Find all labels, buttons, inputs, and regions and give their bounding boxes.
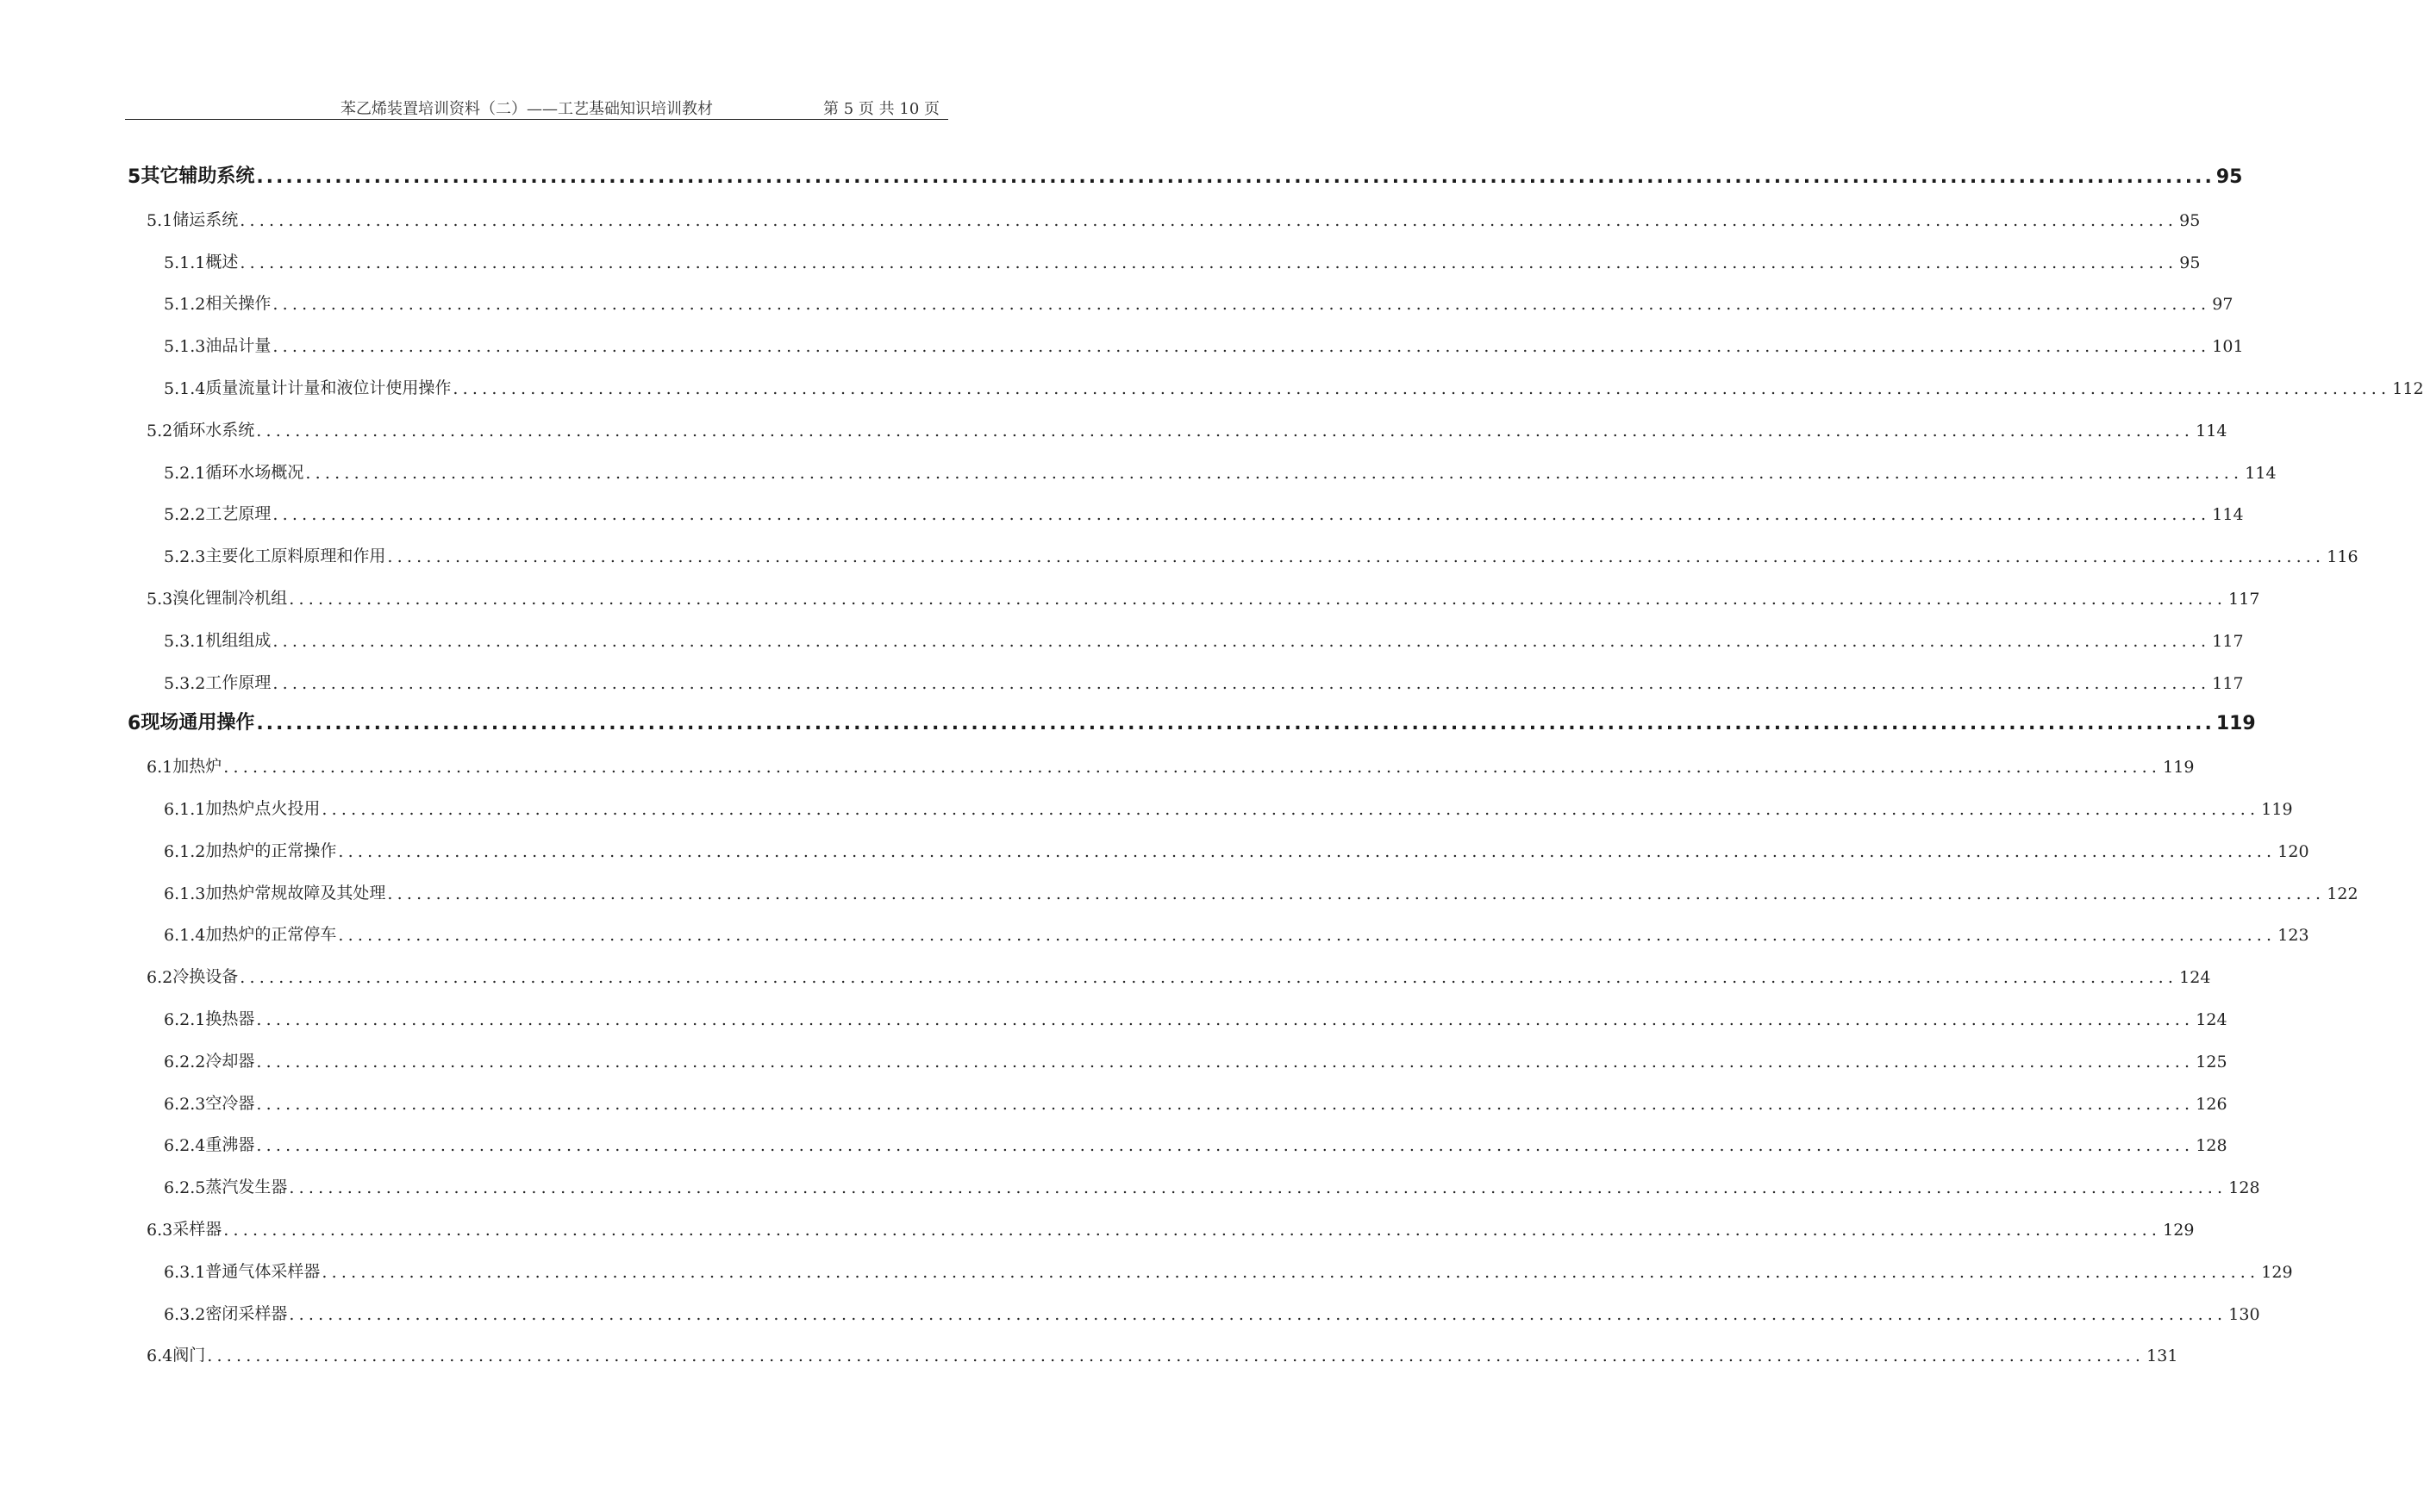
toc-entry-title: 阀门: [172, 1346, 206, 1365]
toc-entry[interactable]: [164, 238, 2201, 272]
toc-entry-leader-dots: ........................................................................................................................................................................................................: [272, 631, 2211, 651]
toc-entry-title: 主要化工原料原理和作用: [205, 547, 386, 566]
toc-entry-number: 5.2.3: [164, 547, 206, 567]
toc-entry-page-number: 124: [2179, 968, 2211, 988]
toc-entry-title: 加热炉的正常停车: [205, 925, 337, 945]
toc-entry[interactable]: [164, 659, 2244, 693]
toc-entry[interactable]: [147, 1331, 2178, 1366]
toc-entry-number: 6.1.1: [164, 800, 206, 819]
toc-entry[interactable]: [147, 1205, 2195, 1240]
toc-entry-number: 6.1: [147, 758, 173, 778]
toc-entry-leader-dots: ........................................................................................................................................................................................................: [289, 1178, 2227, 1198]
toc-entry-leader-dots: ........................................................................................................................................................................................................: [322, 1262, 2260, 1282]
toc-entry-leader-dots: ........................................................................................................................................................................................................: [240, 968, 2178, 988]
toc-entry[interactable]: [164, 910, 2309, 946]
toc-entry-number: 6.1.2: [164, 841, 206, 861]
toc-entry[interactable]: [164, 322, 2244, 357]
toc-entry-leader-dots: ........................................................................................................................................................................................................: [272, 673, 2211, 693]
toc-entry-leader-dots: ........................................................................................................................................................................................................: [223, 1221, 2162, 1240]
header-title: 苯乙烯装置培训资料（二）——工艺基础知识培训教材: [340, 100, 713, 118]
toc-entry-page-number: 131: [2146, 1346, 2178, 1366]
toc-entry-title: 现场通用操作: [141, 712, 255, 734]
toc-entry-number: 6.4: [147, 1346, 173, 1366]
toc-entry-leader-dots: ........................................................................................................................................................................................................: [256, 166, 2215, 188]
toc-entry-number: 5.2.2: [164, 505, 206, 525]
toc-entry-page-number: 129: [2261, 1262, 2293, 1282]
toc-entry[interactable]: [164, 279, 2233, 315]
toc-entry-page-number: 97: [2212, 295, 2233, 315]
toc-entry-page-number: 123: [2277, 926, 2309, 946]
toc-entry[interactable]: [147, 742, 2195, 778]
toc-entry-number: 6.2.3: [164, 1094, 206, 1114]
toc-entry[interactable]: [147, 953, 2211, 988]
toc-entry-number: 5.3.2: [164, 673, 206, 693]
toc-entry-page-number: 122: [2327, 884, 2358, 903]
toc-entry-number: 6.2.5: [164, 1178, 206, 1198]
toc-entry[interactable]: [164, 1163, 2260, 1198]
toc-entry[interactable]: [164, 995, 2227, 1029]
toc-entry-leader-dots: ........................................................................................................................................................................................................: [256, 1010, 2195, 1029]
toc-entry-number: 6.2.4: [164, 1136, 206, 1156]
toc-entry-page-number: 117: [2212, 631, 2244, 651]
toc-entry[interactable]: [147, 196, 2201, 230]
toc-entry-page-number: 119: [2215, 713, 2256, 735]
toc-entry[interactable]: [164, 1037, 2227, 1072]
toc-entry-page-number: 116: [2327, 547, 2358, 567]
toc-entry-title: 加热炉常规故障及其处理: [205, 883, 386, 903]
toc-entry-page-number: 112: [2392, 379, 2424, 398]
toc-entry[interactable]: [128, 153, 2243, 188]
toc-entry-title: 循环水系统: [172, 420, 255, 440]
toc-entry-leader-dots: ........................................................................................................................................................................................................: [305, 463, 2244, 483]
toc-entry-title: 储运系统: [172, 209, 239, 229]
toc-entry[interactable]: [164, 869, 2358, 903]
toc-entry-number: 6.2: [147, 968, 173, 988]
toc-entry-number: 5.2.1: [164, 463, 206, 483]
toc-entry-title: 工艺原理: [205, 504, 272, 524]
toc-entry-page-number: 128: [2196, 1136, 2227, 1156]
toc-entry-number: 5.1.2: [164, 295, 206, 315]
toc-entry-page-number: 117: [2212, 673, 2244, 693]
toc-entry-number: 5.2: [147, 421, 173, 440]
toc-entry-leader-dots: ........................................................................................................................................................................................................: [256, 1052, 2195, 1072]
toc-entry-leader-dots: ........................................................................................................................................................................................................: [207, 1346, 2146, 1366]
toc-entry-leader-dots: ........................................................................................................................................................................................................: [256, 421, 2195, 440]
toc-entry-title: 工作原理: [205, 672, 272, 692]
toc-entry[interactable]: [147, 574, 2260, 609]
toc-entry-leader-dots: ........................................................................................................................................................................................................: [387, 547, 2326, 567]
toc-entry-title: 冷换设备: [172, 967, 239, 987]
toc-entry-leader-dots: ........................................................................................................................................................................................................: [240, 210, 2178, 230]
toc-entry-title: 油品计量: [205, 336, 272, 356]
toc-entry-title: 质量流量计计量和液位计使用操作: [205, 378, 452, 397]
toc-entry-leader-dots: ........................................................................................................................................................................................................: [289, 590, 2227, 609]
toc-entry-title: 相关操作: [205, 294, 272, 314]
toc-entry-page-number: 119: [2163, 758, 2195, 778]
toc-entry-leader-dots: ........................................................................................................................................................................................................: [256, 713, 2215, 735]
toc-entry-leader-dots: ........................................................................................................................................................................................................: [289, 1304, 2227, 1324]
toc-entry-number: 6.3.2: [164, 1304, 206, 1324]
toc-entry-title: 换热器: [205, 1009, 255, 1028]
toc-entry-page-number: 95: [2179, 253, 2201, 272]
toc-entry-number: 5.1.4: [164, 379, 206, 398]
toc-entry-title: 机组组成: [205, 630, 272, 650]
toc-entry-leader-dots: ........................................................................................................................................................................................................: [272, 295, 2211, 315]
toc-entry[interactable]: [164, 784, 2293, 819]
toc-entry-page-number: 117: [2228, 590, 2260, 609]
toc-entry-page-number: 129: [2163, 1221, 2195, 1240]
toc-entry-leader-dots: ........................................................................................................................................................................................................: [223, 758, 2162, 778]
toc-entry[interactable]: [164, 532, 2358, 567]
toc-entry-page-number: 126: [2196, 1094, 2227, 1114]
toc-entry-leader-dots: ........................................................................................................................................................................................................: [240, 253, 2178, 272]
toc-entry-title: 空冷器: [205, 1093, 255, 1113]
toc-entry-title: 加热炉: [172, 757, 222, 777]
toc-entry-leader-dots: ........................................................................................................................................................................................................: [322, 800, 2260, 819]
toc-entry-number: 5.1.1: [164, 253, 206, 272]
toc-entry[interactable]: [164, 448, 2277, 483]
toc-entry[interactable]: [147, 406, 2227, 440]
toc-entry-page-number: 101: [2212, 337, 2244, 357]
header-page-info: 第 5 页 共 10 页: [823, 100, 940, 118]
toc-entry-title: 循环水场概况: [205, 462, 304, 482]
toc-entry-leader-dots: ........................................................................................................................................................................................................: [256, 1094, 2195, 1114]
toc-entry-number: 6.3: [147, 1221, 173, 1240]
toc-entry-number: 5.1.3: [164, 337, 206, 357]
toc-entry[interactable]: [164, 827, 2309, 861]
toc-entry-page-number: 114: [2245, 463, 2277, 483]
toc-entry-page-number: 124: [2196, 1010, 2227, 1029]
toc-entry-page-number: 114: [2196, 421, 2227, 440]
toc-entry-number: 5: [128, 166, 141, 188]
toc-entry-page-number: 130: [2228, 1304, 2260, 1324]
toc-entry-number: 6.3.1: [164, 1262, 206, 1282]
toc-entry-number: 6.2.2: [164, 1052, 206, 1072]
toc-entry-title: 采样器: [172, 1220, 222, 1239]
page-header: [125, 93, 948, 120]
toc-entry-leader-dots: ........................................................................................................................................................................................................: [272, 337, 2211, 357]
toc-entry[interactable]: [128, 700, 2256, 735]
toc-entry-number: 6: [128, 713, 141, 735]
toc-entry[interactable]: [164, 364, 2424, 398]
toc-entry-title: 蒸汽发生器: [205, 1178, 288, 1197]
toc-entry-page-number: 119: [2261, 800, 2293, 819]
toc-entry-title: 其它辅助系统: [141, 166, 255, 187]
toc-entry-title: 冷却器: [205, 1051, 255, 1071]
toc-entry-leader-dots: ........................................................................................................................................................................................................: [256, 1136, 2195, 1156]
toc-entry-title: 加热炉的正常操作: [205, 840, 337, 860]
toc-entry-number: 5.1: [147, 210, 173, 230]
toc-entry[interactable]: [164, 1121, 2227, 1156]
toc-entry-title: 溴化锂制冷机组: [172, 589, 288, 608]
toc-entry-leader-dots: ........................................................................................................................................................................................................: [338, 926, 2277, 946]
toc-entry[interactable]: [164, 1247, 2293, 1282]
toc-entry-title: 重沸器: [205, 1135, 255, 1155]
toc-entry-leader-dots: ........................................................................................................................................................................................................: [387, 884, 2326, 903]
toc-entry-number: 5.3.1: [164, 631, 206, 651]
toc-entry[interactable]: [164, 1290, 2260, 1324]
toc-entry-leader-dots: ........................................................................................................................................................................................................: [338, 841, 2277, 861]
toc-entry[interactable]: [164, 1079, 2227, 1114]
toc-entry-title: 密闭采样器: [205, 1303, 288, 1323]
toc-entry-title: 加热炉点火投用: [205, 799, 321, 818]
toc-entry-page-number: 120: [2277, 841, 2309, 861]
toc-entry-title: 普通气体采样器: [205, 1261, 321, 1281]
toc-entry[interactable]: [164, 616, 2244, 651]
toc-entry-leader-dots: ........................................................................................................................................................................................................: [272, 505, 2211, 525]
toc-entry-number: 6.1.4: [164, 926, 206, 946]
toc-entry-leader-dots: ........................................................................................................................................................................................................: [453, 379, 2391, 398]
toc-entry-page-number: 114: [2212, 505, 2244, 525]
toc-entry-page-number: 125: [2196, 1052, 2227, 1072]
toc-entry[interactable]: [164, 490, 2244, 525]
toc-entry-title: 概述: [205, 252, 239, 272]
toc-entry-page-number: 95: [2179, 210, 2201, 230]
toc-entry-number: 5.3: [147, 590, 173, 609]
toc-entry-number: 6.1.3: [164, 884, 206, 903]
toc-entry-page-number: 95: [2215, 166, 2243, 188]
toc-entry-page-number: 128: [2228, 1178, 2260, 1198]
toc-entry-number: 6.2.1: [164, 1010, 206, 1029]
